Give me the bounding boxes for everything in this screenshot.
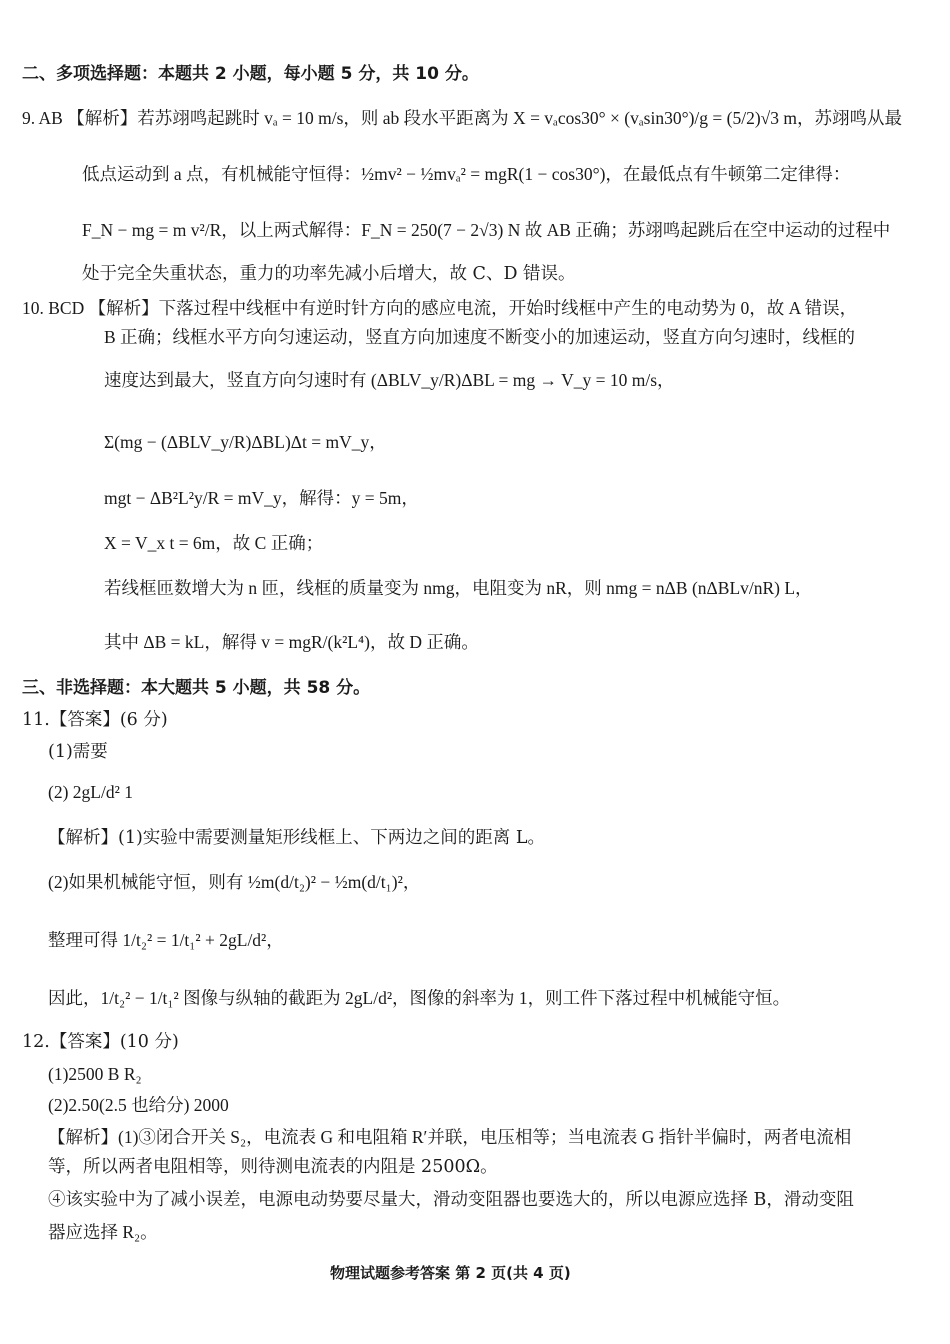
page-footer: 物理试题参考答案 第 2 页(共 4 页) [330,1264,571,1282]
q10-line-7: 若线框匝数增大为 n 匝，线框的质量变为 nmg，电阻变为 nR，则 nmg = nΔB (nΔBLv/nR) L， [104,578,813,598]
q11-analysis-3: 整理可得 1/t₂² = 1/t₁² + 2gL/d²， [48,930,284,950]
q9-line-1: 9. AB 【解析】若苏翊鸣起跳时 vₐ = 10 m/s，则 ab 段水平距离为 X = vₐcos30° × (vₐsin30°)/g = (5/2)√3 m，苏翊鸣从最 [22,108,902,128]
q10-line-6: X = V_x t = 6m，故 C 正确； [104,533,324,553]
q12-analysis-4: 器应选择 R₂。 [48,1222,158,1242]
section3-heading: 三、非选择题：本大题共 5 小题，共 58 分。 [22,678,371,698]
q12-analysis-3: ④该实验中为了减小误差，电源电动势要尽量大，滑动变阻器也要选大的，所以电源应选择 B，滑动变阻 [48,1190,854,1210]
q9-line-4: 处于完全失重状态，重力的功率先减小后增大，故 C、D 错误。 [82,264,576,284]
q11-analysis-2: (2)如果机械能守恒，则有 ½m(d/t₂)² − ½m(d/t₁)²， [48,872,421,892]
q11-analysis-4: 因此，1/t₂² − 1/t₁² 图像与纵轴的截距为 2gL/d²，图像的斜率为 1，则工件下落过程中机械能守恒。 [48,988,791,1008]
q11-answer-label: 11.【答案】(6 分) [22,710,168,730]
q11-answer-1: (1)需要 [48,742,108,762]
q9-line-2: 低点运动到 a 点，有机械能守恒得：½mv² − ½mvₐ² = mgR(1 − cos30°)，在最低点有牛顿第二定律得： [82,164,851,184]
q9-line-3: F_N − mg = m v²/R，以上两式解得：F_N = 250(7 − 2√3) N 故 AB 正确；苏翊鸣起跳后在空中运动的过程中 [82,220,891,240]
q12-analysis-1: 【解析】(1)③闭合开关 S₂，电流表 G 和电阻箱 R′并联，电压相等；当电流表 G 指针半偏时，两者电流相 [48,1127,852,1147]
section2-heading: 二、多项选择题：本题共 2 小题，每小题 5 分，共 10 分。 [22,64,479,84]
q10-line-4: Σ(mg − (ΔBLV_y/R)ΔBL)Δt = mV_y， [104,432,387,452]
q10-line-3: 速度达到最大，竖直方向匀速时有 (ΔBLV_y/R)ΔBL = mg → V_y = 10 m/s， [104,370,675,390]
q12-answer-label: 12.【答案】(10 分) [22,1032,179,1052]
q12-answer-1: (1)2500 B R₂ [48,1064,142,1084]
q10-line-1: 10. BCD 【解析】下落过程中线框中有逆时针方向的感应电流，开始时线框中产生的电动势为 0，故 A 错误， [22,298,858,318]
q10-line-2: B 正确；线框水平方向匀速运动，竖直方向加速度不断变小的加速运动，竖直方向匀速时，线框的 [104,327,856,347]
q12-analysis-2: 等，所以两者电阻相等，则待测电流表的内阻是 2500Ω。 [48,1157,498,1177]
q12-answer-2: (2)2.50(2.5 也给分) 2000 [48,1095,229,1115]
q10-line-5: mgt − ΔB²L²y/R = mV_y，解得：y = 5m， [104,488,419,508]
q11-analysis-1: 【解析】(1)实验中需要测量矩形线框上、下两边之间的距离 L。 [48,828,545,848]
q10-line-8: 其中 ΔB = kL，解得 v = mgR/(k²L⁴)，故 D 正确。 [104,632,479,652]
q11-answer-2: (2) 2gL/d² 1 [48,782,133,802]
